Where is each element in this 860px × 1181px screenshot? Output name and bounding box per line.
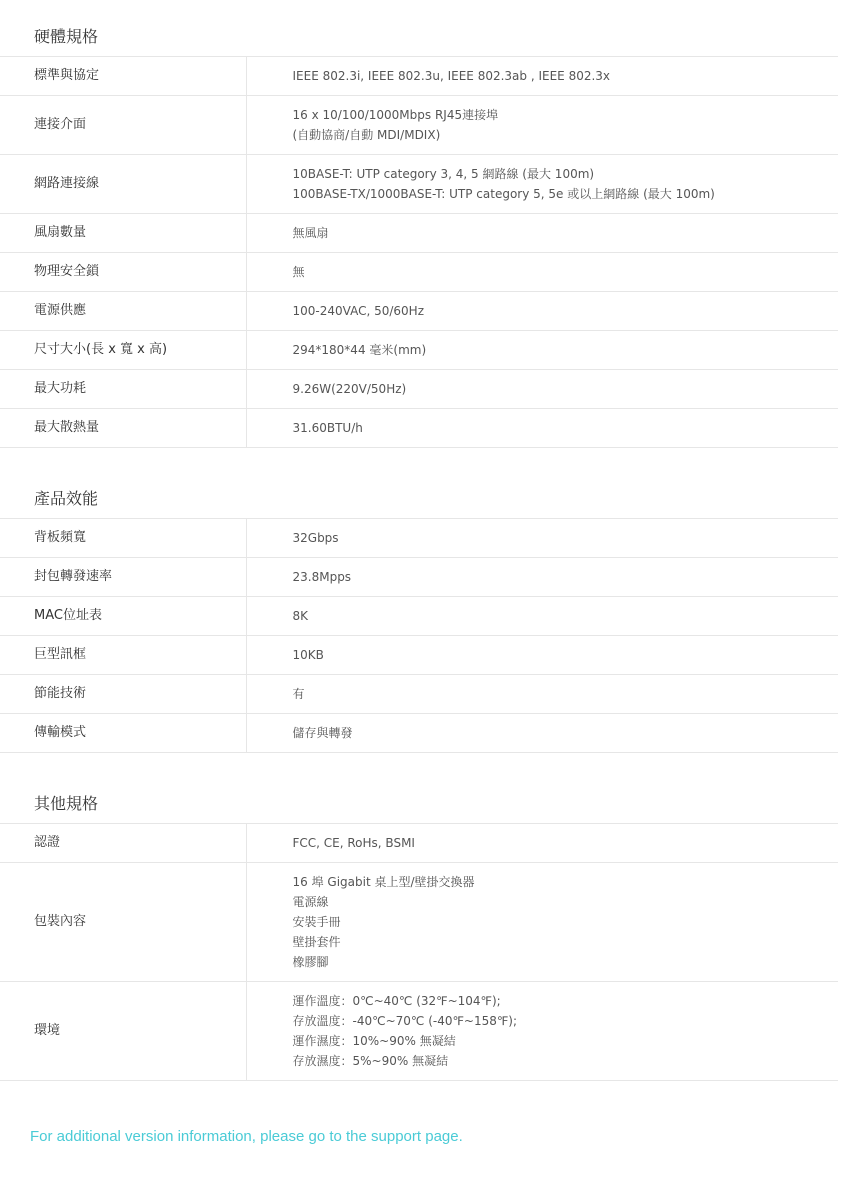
value-line: 10KB	[292, 648, 324, 662]
row-label: 節能技術	[0, 675, 246, 714]
table-row	[0, 214, 838, 253]
row-label: 電源供應	[0, 292, 246, 331]
row-value	[246, 519, 838, 558]
table-row	[0, 558, 838, 597]
value-line: 橡膠腳	[292, 955, 329, 969]
row-label: 包裝內容	[0, 863, 246, 982]
value-line: IEEE 802.3i, IEEE 802.3u, IEEE 802.3ab , IEEE 802.3x	[292, 69, 611, 83]
table-row	[0, 292, 838, 331]
value-line: 存放溫度：-40℃~70℃ (-40℉~158℉);	[292, 1014, 517, 1028]
table-row	[0, 409, 838, 448]
row-label: 網路連接線	[0, 155, 246, 214]
row-value	[246, 982, 838, 1081]
section-title-performance: 產品效能	[34, 489, 99, 508]
row-label: 環境	[0, 982, 246, 1081]
table-row	[0, 253, 838, 292]
row-value	[246, 409, 838, 448]
section-title-other: 其他規格	[34, 794, 99, 813]
value-line: 16 埠 Gigabit 桌上型/壁掛交換器	[292, 875, 475, 889]
table-row	[0, 155, 838, 214]
row-label: 最大散熱量	[0, 409, 246, 448]
table-row	[0, 982, 838, 1081]
table-row	[0, 370, 838, 409]
row-label: 尺寸大小(長 x 寬 x 高)	[0, 331, 246, 370]
value-line: 壁掛套件	[292, 935, 341, 949]
value-line: 存放濕度：5%~90% 無凝結	[292, 1054, 449, 1068]
table-row	[0, 331, 838, 370]
row-value	[246, 597, 838, 636]
row-value	[246, 253, 838, 292]
table-row	[0, 863, 838, 982]
row-value	[246, 331, 838, 370]
row-value	[246, 824, 838, 863]
value-line: 9.26W(220V/50Hz)	[292, 382, 407, 396]
row-label: MAC位址表	[0, 597, 246, 636]
value-line: 有	[292, 687, 305, 701]
value-line: 16 x 10/100/1000Mbps RJ45連接埠	[292, 108, 499, 122]
table-row	[0, 57, 838, 96]
table-row	[0, 636, 838, 675]
row-value	[246, 155, 838, 214]
table-row	[0, 675, 838, 714]
value-line: 8K	[292, 609, 309, 623]
row-label: 物理安全鎖	[0, 253, 246, 292]
spec-table-other	[0, 823, 838, 1081]
row-label: 標準與協定	[0, 57, 246, 96]
row-value	[246, 636, 838, 675]
value-line: 儲存與轉發	[292, 726, 353, 740]
row-value	[246, 558, 838, 597]
value-line: (自動協商/自動 MDI/MDIX)	[292, 128, 441, 142]
row-label: 背板頻寬	[0, 519, 246, 558]
value-line: FCC, CE, RoHs, BSMI	[292, 836, 415, 850]
row-value	[246, 675, 838, 714]
value-line: 無風扇	[292, 226, 329, 240]
spec-table-hardware	[0, 56, 838, 448]
spec-table-performance	[0, 518, 838, 753]
support-page-link[interactable]: For additional version information, please go to the support page.	[30, 1128, 463, 1145]
row-label: 傳輸模式	[0, 714, 246, 753]
value-line: 運作溫度：0℃~40℃ (32℉~104℉);	[292, 994, 501, 1008]
value-line: 23.8Mpps	[292, 570, 352, 584]
row-label: 封包轉發速率	[0, 558, 246, 597]
row-label: 最大功耗	[0, 370, 246, 409]
row-label: 認證	[0, 824, 246, 863]
value-line: 電源線	[292, 895, 329, 909]
table-row	[0, 824, 838, 863]
value-line: 100-240VAC, 50/60Hz	[292, 304, 424, 318]
row-value	[246, 96, 838, 155]
row-label: 風扇數量	[0, 214, 246, 253]
value-line: 運作濕度：10%~90% 無凝結	[292, 1034, 456, 1048]
value-line: 100BASE-TX/1000BASE-T: UTP category 5, 5e 或以上網路線 (最大 100m)	[292, 187, 715, 201]
value-line: 31.60BTU/h	[292, 421, 363, 435]
value-line: 安裝手冊	[292, 915, 341, 929]
table-row	[0, 714, 838, 753]
row-label: 巨型訊框	[0, 636, 246, 675]
table-row	[0, 96, 838, 155]
value-line: 294*180*44 毫米(mm)	[292, 343, 427, 357]
row-value	[246, 370, 838, 409]
table-row	[0, 597, 838, 636]
section-title-hardware: 硬體規格	[34, 27, 99, 46]
value-line: 無	[292, 265, 305, 279]
row-value	[246, 57, 838, 96]
row-value	[246, 714, 838, 753]
value-line: 10BASE-T: UTP category 3, 4, 5 網路線 (最大 100m)	[292, 167, 595, 181]
row-value	[246, 214, 838, 253]
row-label: 連接介面	[0, 96, 246, 155]
table-row	[0, 519, 838, 558]
row-value	[246, 863, 838, 982]
row-value	[246, 292, 838, 331]
value-line: 32Gbps	[292, 531, 339, 545]
